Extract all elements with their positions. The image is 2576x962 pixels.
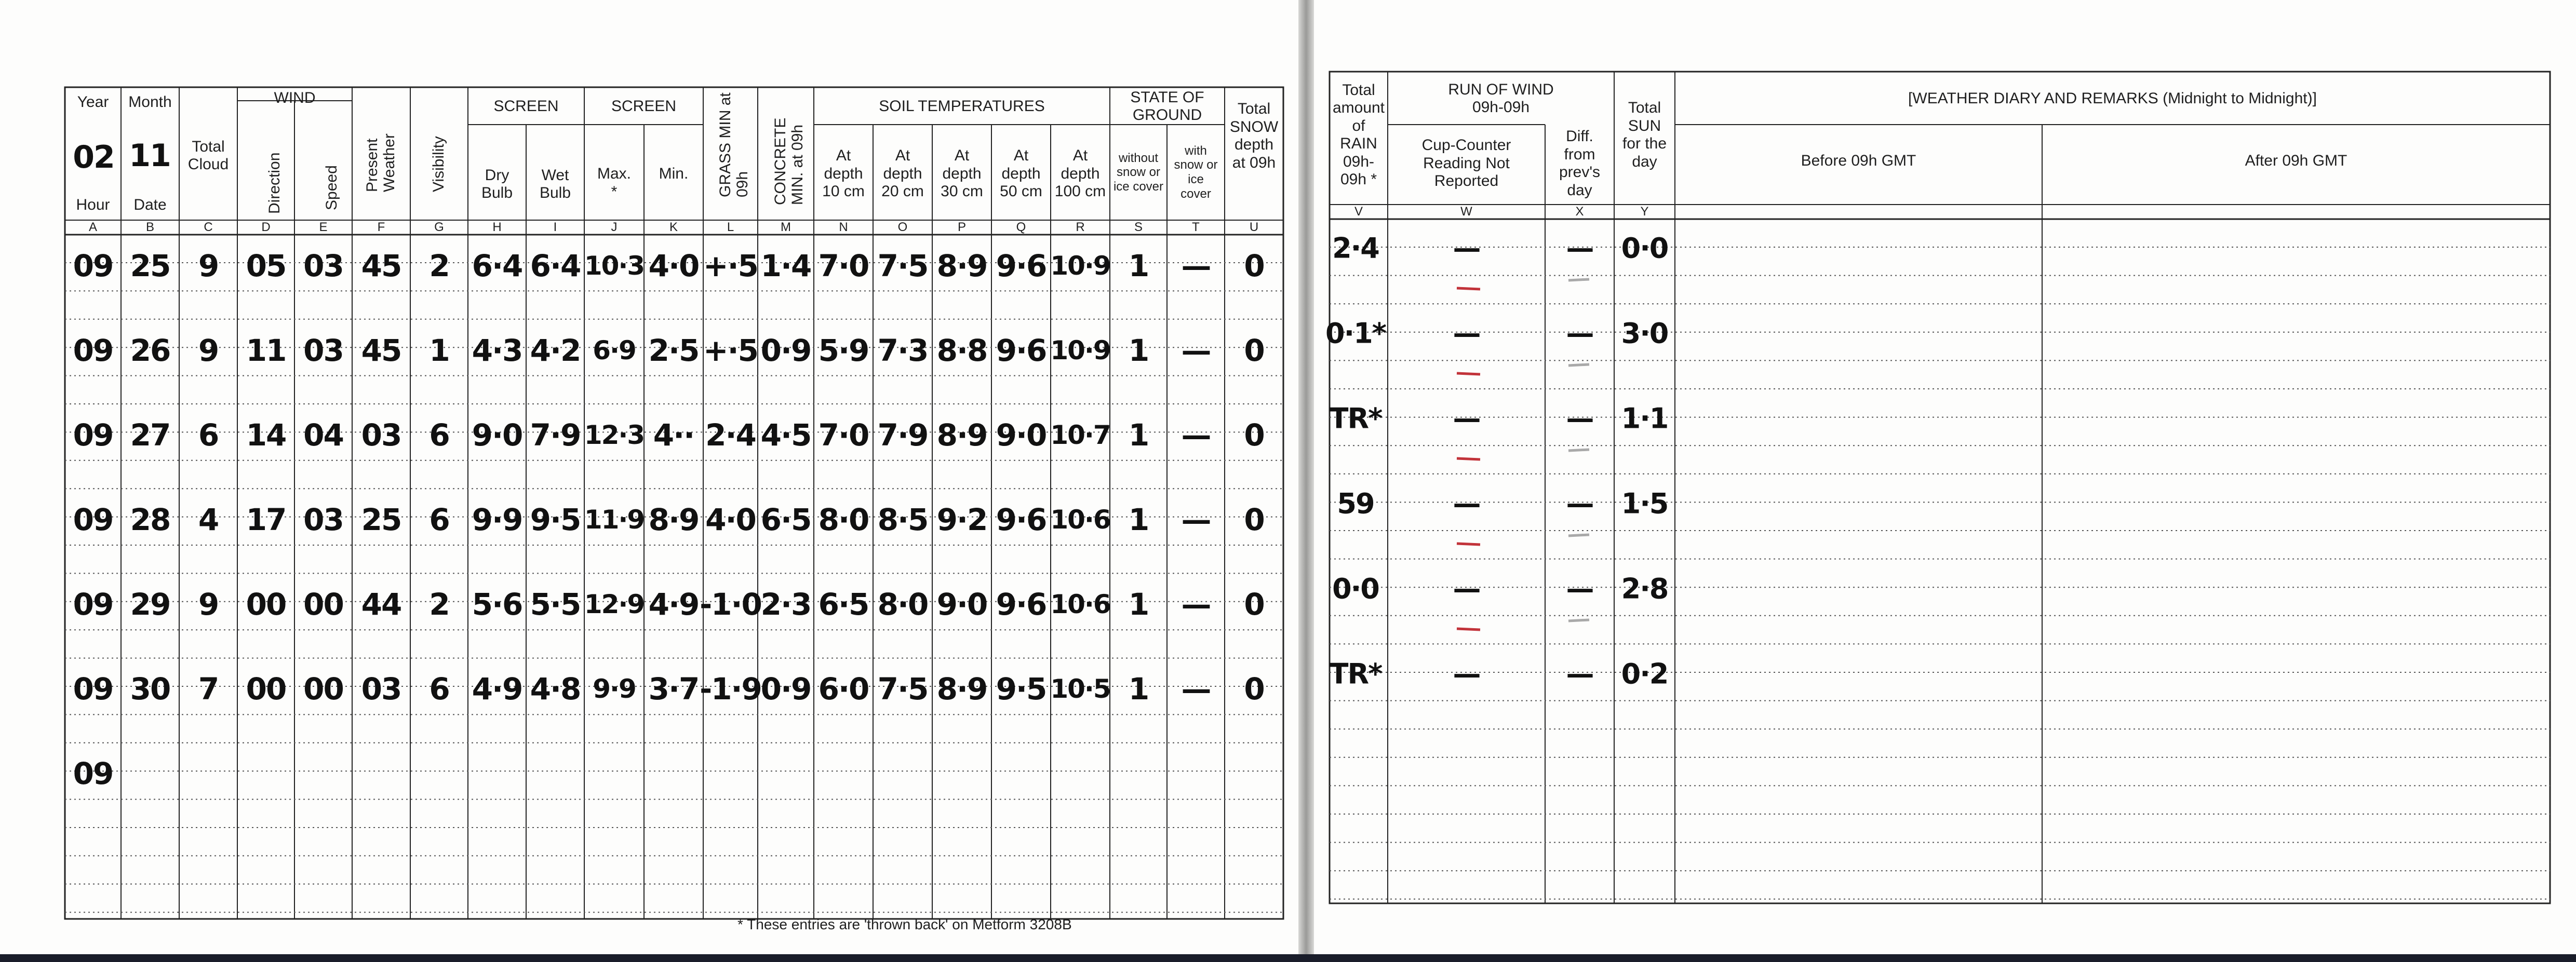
cell-cloud: 9 [198, 587, 219, 622]
cell-s30: 8·9 [936, 671, 987, 707]
cell-wet: 4·8 [530, 671, 581, 707]
cell-vis: 2 [429, 587, 449, 622]
column-letter: D [261, 220, 271, 235]
cell-sun: 0·0 [1621, 232, 1668, 265]
min-header: Min. [659, 165, 689, 182]
state-of-ground-header: STATE OF GROUND [1130, 88, 1204, 124]
diff-header: Diff. from prev's day [1559, 128, 1601, 199]
cell-depth: 0 [1244, 671, 1264, 707]
cell-max: 9·9 [593, 674, 636, 704]
column-letter: T [1192, 220, 1200, 235]
before-09h-header: Before 09h GMT [1801, 152, 1916, 169]
cell-cloud: 9 [198, 333, 219, 368]
cell-hour: 09 [73, 248, 113, 283]
red-pen-mark [1457, 373, 1480, 374]
speed-header: Speed [323, 165, 340, 210]
date-header: Date [133, 196, 167, 213]
soil-temperatures-header: SOIL TEMPERATURES [879, 97, 1045, 115]
direction-header: Direction [266, 152, 283, 214]
column-letter: W [1460, 205, 1472, 219]
cell-wet: 4·2 [530, 333, 581, 368]
cell-dry: 9·0 [472, 417, 522, 453]
cell-min: 4·· [653, 417, 694, 453]
cell-cloud: 9 [198, 248, 219, 283]
cell-rain: TR* [1329, 657, 1382, 690]
cell-s20: 8·0 [877, 587, 928, 622]
cell-min: 4·0 [648, 248, 699, 283]
cell-s100: 10·6 [1050, 589, 1110, 619]
column-letter: G [434, 220, 444, 235]
cell-min: 3·7 [648, 671, 699, 707]
cell-max: 12·3 [584, 420, 645, 450]
cell-snow: — [1181, 587, 1211, 622]
cell-cup: — [1453, 232, 1480, 265]
cell-nosnow: 1 [1128, 587, 1149, 622]
cell-diff: — [1566, 657, 1593, 690]
cell-dir: 14 [246, 417, 286, 453]
soil-30-header: At depth 30 cm [941, 147, 983, 200]
red-pen-mark [1457, 544, 1480, 545]
cell-grass: -1·0 [700, 587, 761, 622]
column-letter: P [957, 220, 966, 235]
cell-nosnow: 1 [1128, 502, 1149, 537]
cell-s30: 9·2 [936, 502, 987, 537]
red-pen-mark [1457, 458, 1480, 459]
total-sun-header: Total SUN for the day [1622, 99, 1667, 170]
cell-s30: 8·8 [936, 333, 987, 368]
cell-rain: 59 [1337, 487, 1374, 520]
cell-concrete: 0·9 [760, 671, 811, 707]
present-weather-header: Present Weather [364, 133, 398, 192]
column-letter: X [1575, 205, 1584, 219]
cell-s100: 10·7 [1050, 420, 1110, 450]
cell-s20: 7·9 [877, 417, 928, 453]
cell-rain: 0·1* [1325, 317, 1386, 350]
cell-snow: — [1181, 333, 1211, 368]
cell-s50: 9·6 [996, 502, 1046, 537]
cell-concrete: 0·9 [760, 333, 811, 368]
cell-depth: 0 [1244, 502, 1264, 537]
cell-s10: 5·9 [818, 333, 869, 368]
footnote: * These entries are 'thrown back' on Metform 3208B [737, 916, 1072, 932]
cell-s100: 10·9 [1050, 251, 1110, 281]
cell-s20: 8·5 [877, 502, 928, 537]
cell-s50: 9·5 [996, 671, 1046, 707]
cell-vis: 6 [429, 417, 449, 453]
cell-rain: 2·4 [1332, 232, 1379, 265]
cell-dir: 00 [246, 671, 286, 707]
cell-vis: 1 [429, 333, 449, 368]
cell-snow: — [1181, 671, 1211, 707]
cell-date: 25 [130, 248, 170, 283]
cell-grass: 4·0 [705, 502, 756, 537]
cell-dir: 05 [246, 248, 286, 283]
cell-weather: 45 [361, 248, 401, 283]
wet-bulb-header: Wet Bulb [539, 166, 571, 201]
column-letter: Y [1640, 205, 1649, 219]
cell-min: 8·9 [648, 502, 699, 537]
soil-20-header: At depth 20 cm [881, 147, 924, 200]
cell-hour: 09 [73, 587, 113, 622]
cell-cloud: 4 [198, 502, 219, 537]
cell-s50: 9·6 [996, 248, 1046, 283]
cell-wet: 5·5 [530, 587, 581, 622]
grass-min-header: GRASS MIN at 09h [717, 92, 751, 197]
cell-diff: — [1566, 317, 1593, 350]
cell-vis: 6 [429, 502, 449, 537]
bottom-edge [0, 954, 2576, 962]
cell-s30: 9·0 [936, 587, 987, 622]
column-letter: J [611, 220, 618, 235]
cell-weather: 03 [361, 417, 401, 453]
after-09h-header: After 09h GMT [2245, 152, 2347, 169]
column-letter: I [553, 220, 557, 235]
column-letter: Q [1016, 220, 1026, 235]
cell-s30: 8·9 [936, 248, 987, 283]
wind-header: WIND [274, 89, 316, 106]
cell-min: 2·5 [648, 333, 699, 368]
cell-cup: — [1453, 317, 1480, 350]
cell-min: 4·9 [648, 587, 699, 622]
cell-date: 30 [130, 671, 170, 707]
soil-10-header: At depth 10 cm [822, 147, 865, 200]
year-header: Year [77, 93, 109, 111]
cell-wet: 9·5 [530, 502, 581, 537]
cell-depth: 0 [1244, 587, 1264, 622]
cell-wet: 6·4 [530, 248, 581, 283]
cell-weather: 45 [361, 333, 401, 368]
total-snow-header: Total SNOW depth at 09h [1229, 100, 1279, 171]
month-header: Month [128, 93, 172, 111]
cell-concrete: 2·3 [760, 587, 811, 622]
cell-s20: 7·3 [877, 333, 928, 368]
cell-speed: 04 [303, 417, 343, 453]
column-letter: V [1354, 205, 1363, 219]
cell-max: 12·9 [584, 589, 645, 619]
cell-grass: +·5 [703, 248, 758, 283]
cell-dry: 9·9 [472, 502, 522, 537]
cell-max: 11·9 [584, 505, 645, 535]
soil-100-header: At depth 100 cm [1054, 147, 1106, 200]
cup-counter-header: Cup-Counter Reading Not Reported [1421, 137, 1511, 190]
cell-speed: 03 [303, 502, 343, 537]
cell-dir: 17 [246, 502, 286, 537]
screen-header: SCREEN [493, 97, 559, 115]
total-cloud-header: Total Cloud [187, 138, 229, 173]
cell-weather: 44 [361, 587, 401, 622]
cell-vis: 2 [429, 248, 449, 283]
cell-rain: TR* [1329, 402, 1382, 435]
cell-hour: 09 [73, 671, 113, 707]
column-letter: K [669, 220, 678, 235]
column-letter: S [1134, 220, 1143, 235]
cell-cup: — [1453, 402, 1480, 435]
column-letter: L [727, 220, 734, 235]
column-letter: M [781, 220, 791, 235]
cell-max: 10·3 [584, 251, 645, 281]
cell-s100: 10·9 [1050, 335, 1110, 365]
cell-hour: 09 [73, 417, 113, 453]
cell-s10: 6·5 [818, 587, 869, 622]
cell-s20: 7·5 [877, 671, 928, 707]
cell-cup: — [1453, 487, 1480, 520]
cell-s100: 10·5 [1050, 674, 1110, 704]
cell-cup: — [1453, 572, 1480, 605]
column-letter: H [492, 220, 502, 235]
cell-weather: 25 [361, 502, 401, 537]
run-of-wind-header: RUN OF WIND 09h-09h [1448, 80, 1554, 116]
cell-depth: 0 [1244, 417, 1264, 453]
visibility-header: Visibility [430, 136, 447, 192]
cell-hour: 09 [73, 502, 113, 537]
cell-sun: 2·8 [1621, 572, 1668, 605]
cell-diff: — [1566, 232, 1593, 265]
cell-nosnow: 1 [1128, 333, 1149, 368]
cell-concrete: 4·5 [760, 417, 811, 453]
column-letter: E [319, 220, 328, 235]
cell-cloud: 6 [198, 417, 219, 453]
cell-date: 26 [130, 333, 170, 368]
cell-s20: 7·5 [877, 248, 928, 283]
red-pen-mark [1457, 288, 1480, 289]
pencil-mark [1568, 620, 1589, 621]
cell-concrete: 1·4 [760, 248, 811, 283]
cell-cloud: 7 [198, 671, 219, 707]
column-letter: B [145, 220, 154, 235]
cell-s50: 9·6 [996, 333, 1046, 368]
cell-s10: 7·0 [818, 417, 869, 453]
cell-diff: — [1566, 572, 1593, 605]
cell-s100: 10·6 [1050, 505, 1110, 535]
cell-diff: — [1566, 487, 1593, 520]
cell-nosnow: 1 [1128, 248, 1149, 283]
cell-sun: 1·5 [1621, 487, 1668, 520]
cell-s50: 9·0 [996, 417, 1046, 453]
cell-nosnow: 1 [1128, 417, 1149, 453]
cell-dir: 00 [246, 587, 286, 622]
cell-depth: 0 [1244, 333, 1264, 368]
cell-snow: — [1181, 248, 1211, 283]
column-letter: O [897, 220, 908, 235]
cell-s30: 8·9 [936, 417, 987, 453]
weather-diary-header: [WEATHER DIARY AND REMARKS (Midnight to Midnight)] [1908, 89, 2317, 107]
cell-date: 27 [130, 417, 170, 453]
cell-cup: — [1453, 657, 1480, 690]
column-letter: N [839, 220, 848, 235]
cell-dir: 11 [246, 333, 286, 368]
cell-wet: 7·9 [530, 417, 581, 453]
pencil-mark [1568, 364, 1589, 365]
cell-date: 29 [130, 587, 170, 622]
pencil-mark [1568, 535, 1589, 536]
max-star: * [611, 183, 618, 200]
cell-grass: 2·4 [705, 417, 756, 453]
cell-snow: — [1181, 502, 1211, 537]
column-letter: F [377, 220, 385, 235]
cell-speed: 03 [303, 333, 343, 368]
right-page [1314, 0, 2576, 962]
cell-grass: -1·9 [700, 671, 761, 707]
cell-sun: 0·2 [1621, 657, 1668, 690]
cell-sun: 1·1 [1621, 402, 1668, 435]
cell-hour: 09 [73, 756, 113, 791]
cell-speed: 03 [303, 248, 343, 283]
cell-dry: 6·4 [472, 248, 522, 283]
without-snow-header: without snow or ice cover [1113, 151, 1164, 194]
cell-s10: 7·0 [818, 248, 869, 283]
month-value: 11 [129, 138, 170, 174]
hour-header: Hour [76, 196, 110, 213]
year-value: 02 [73, 139, 114, 175]
cell-speed: 00 [303, 587, 343, 622]
cell-max: 6·9 [593, 335, 636, 365]
cell-snow: — [1181, 417, 1211, 453]
cell-rain: 0·0 [1332, 572, 1379, 605]
pencil-mark [1568, 279, 1589, 280]
cell-date: 28 [130, 502, 170, 537]
book-spine [1298, 0, 1314, 962]
cell-sun: 3·0 [1621, 317, 1668, 350]
cell-dry: 4·9 [472, 671, 522, 707]
pencil-mark [1568, 450, 1589, 451]
with-snow-header: with snow or ice cover [1174, 143, 1218, 201]
cell-dry: 4·3 [472, 333, 522, 368]
cell-dry: 5·6 [472, 587, 522, 622]
cell-s10: 6·0 [818, 671, 869, 707]
column-letter: R [1076, 220, 1085, 235]
cell-weather: 03 [361, 671, 401, 707]
cell-s10: 8·0 [818, 502, 869, 537]
cell-s50: 9·6 [996, 587, 1046, 622]
column-letter: A [88, 220, 97, 235]
concrete-min-header: CONCRETE MIN. at 09h [772, 117, 806, 205]
cell-nosnow: 1 [1128, 671, 1149, 707]
soil-50-header: At depth 50 cm [1000, 147, 1042, 200]
cell-diff: — [1566, 402, 1593, 435]
cell-concrete: 6·5 [760, 502, 811, 537]
cell-depth: 0 [1244, 248, 1264, 283]
column-letter: C [204, 220, 213, 235]
dry-bulb-header: Dry Bulb [481, 166, 513, 201]
column-letter: U [1249, 220, 1259, 235]
cell-grass: +·5 [703, 333, 758, 368]
cell-hour: 09 [73, 333, 113, 368]
cell-speed: 00 [303, 671, 343, 707]
max-header: Max. [597, 165, 631, 182]
red-pen-mark [1457, 629, 1480, 630]
cell-vis: 6 [429, 671, 449, 707]
screen2-header: SCREEN [611, 97, 677, 115]
total-rain-header: Total amount of RAIN 09h-09h * [1332, 81, 1385, 188]
